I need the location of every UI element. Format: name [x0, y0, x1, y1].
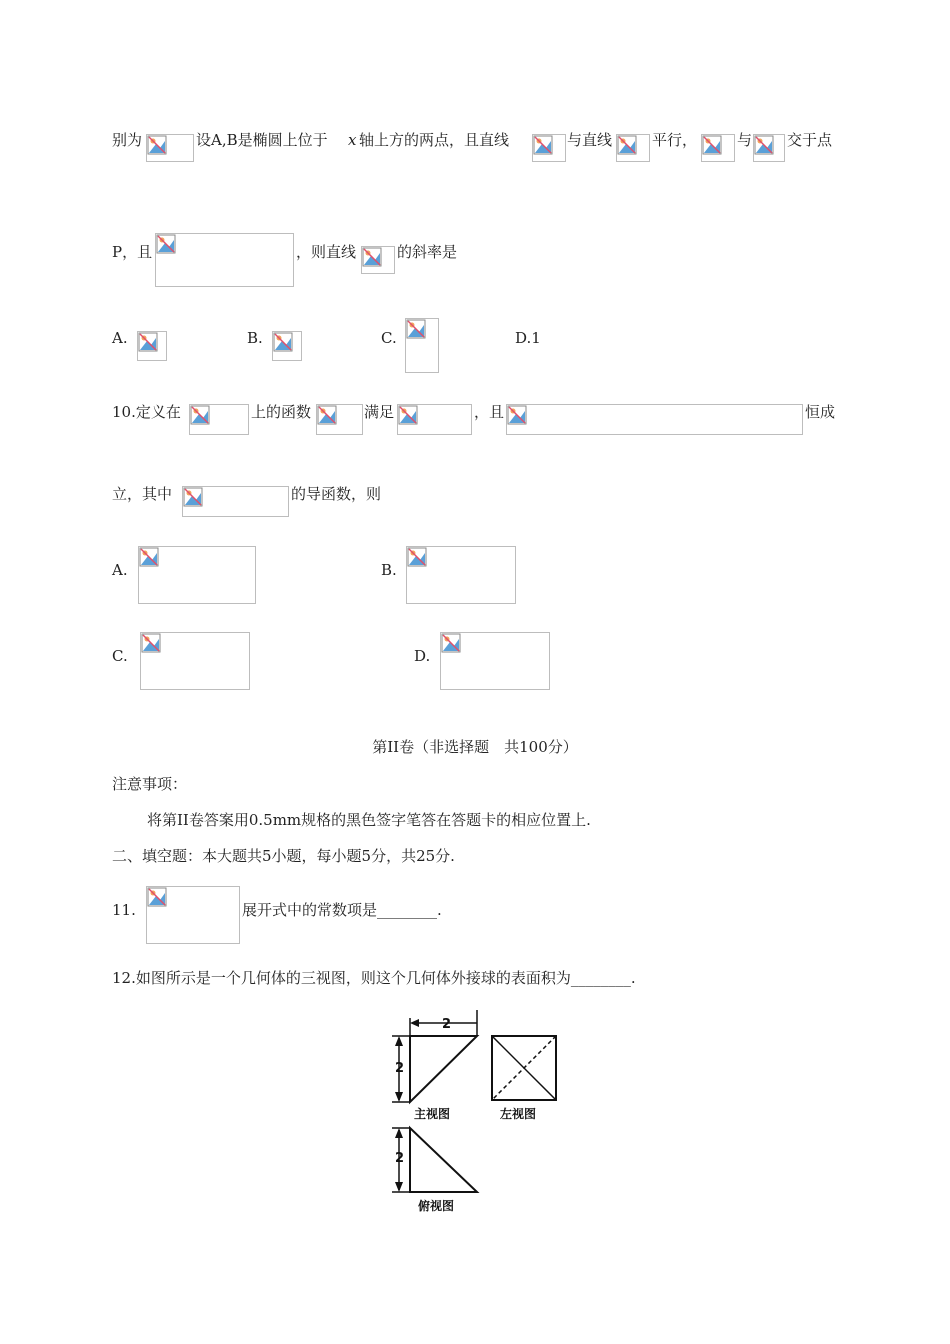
q11-number: 11. [112, 901, 136, 919]
formula-image [406, 546, 516, 604]
broken-image-icon [138, 332, 158, 352]
formula-image [137, 331, 167, 361]
q9-text: 别为 [112, 131, 143, 149]
section-title: 第II卷（非选择题 共100分） [372, 738, 578, 756]
broken-image-icon [141, 633, 161, 653]
broken-image-icon [441, 633, 461, 653]
broken-image-icon [406, 319, 426, 339]
broken-image-icon [507, 405, 527, 425]
q9-text: 设A,B是椭圆上位于 [196, 131, 328, 149]
q10-option-b: B. [381, 561, 397, 579]
dim-label-top: 2 [442, 1017, 452, 1032]
broken-image-icon [407, 547, 427, 567]
q10-text: 立，其中 [112, 485, 173, 503]
formula-image [701, 134, 735, 162]
q9-option-c: C. [381, 329, 397, 347]
formula-image [272, 331, 302, 361]
broken-image-icon [317, 405, 337, 425]
formula-image [397, 404, 472, 435]
formula-image [155, 233, 294, 287]
q9-variable-x: x [348, 131, 357, 149]
formula-image [182, 486, 289, 517]
q9-text: 与 [737, 131, 753, 149]
q10-text: 恒成 [805, 403, 836, 421]
formula-image [616, 134, 650, 162]
side-view [492, 1036, 556, 1100]
q12-text: 12.如图所示是一个几何体的三视图，则这个几何体外接球的表面积为________. [112, 969, 636, 987]
formula-image [316, 404, 363, 435]
front-view [392, 1010, 477, 1102]
q10-text: ，且 [474, 403, 505, 421]
notice-title: 注意事项： [112, 775, 188, 793]
formula-image [405, 318, 439, 373]
q10-option-c: C. [112, 647, 128, 665]
label-front-view: 主视图 [414, 1107, 451, 1121]
top-view [392, 1128, 477, 1192]
formula-image [146, 134, 194, 162]
broken-image-icon [702, 135, 722, 155]
q9-option-b: B. [247, 329, 263, 347]
q9-text: 交于点 [787, 131, 833, 149]
q9-text: 平行， [652, 131, 698, 149]
formula-image [138, 546, 256, 604]
formula-image [189, 404, 249, 435]
q9-text: P，且 [112, 243, 153, 261]
formula-image [506, 404, 803, 435]
q9-option-d: D.1 [515, 329, 541, 347]
formula-image [146, 886, 240, 944]
broken-image-icon [156, 234, 176, 254]
formula-image [753, 134, 785, 162]
broken-image-icon [754, 135, 774, 155]
q10-text: 上的函数 [251, 403, 312, 421]
broken-image-icon [190, 405, 210, 425]
broken-image-icon [398, 405, 418, 425]
broken-image-icon [617, 135, 637, 155]
q9-text: 与直线 [567, 131, 613, 149]
three-view-figure [382, 1008, 572, 1220]
q9-text: 的斜率是 [397, 243, 458, 261]
broken-image-icon [533, 135, 553, 155]
broken-image-icon [183, 487, 203, 507]
fill-in-section-title: 二、填空题：本大题共5小题，每小题5分，共25分. [112, 847, 455, 865]
formula-image [532, 134, 566, 162]
q9-option-a: A. [112, 329, 128, 347]
q10-option-a: A. [112, 561, 128, 579]
broken-image-icon [147, 887, 167, 907]
broken-image-icon [273, 332, 293, 352]
formula-image [361, 246, 395, 274]
label-side-view: 左视图 [500, 1107, 537, 1121]
label-top-view: 俯视图 [418, 1199, 455, 1213]
q10-option-d: D. [414, 647, 431, 665]
q10-text: 满足 [364, 403, 395, 421]
formula-image [440, 632, 550, 690]
broken-image-icon [139, 547, 159, 567]
formula-image [140, 632, 250, 690]
q11-text: 展开式中的常数项是________. [242, 901, 442, 919]
q9-text: 轴上方的两点，且直线 [359, 131, 510, 149]
q10-text: 的导函数，则 [291, 485, 382, 503]
broken-image-icon [147, 135, 167, 155]
broken-image-icon [362, 247, 382, 267]
q10-text: 10.定义在 [112, 403, 181, 421]
dim-label-top-view: 2 [395, 1151, 405, 1166]
dim-label-front: 2 [395, 1061, 405, 1076]
notice-body: 将第II卷答案用0.5mm规格的黑色签字笔答在答题卡的相应位置上. [147, 811, 591, 829]
q9-text: ，则直线 [296, 243, 357, 261]
